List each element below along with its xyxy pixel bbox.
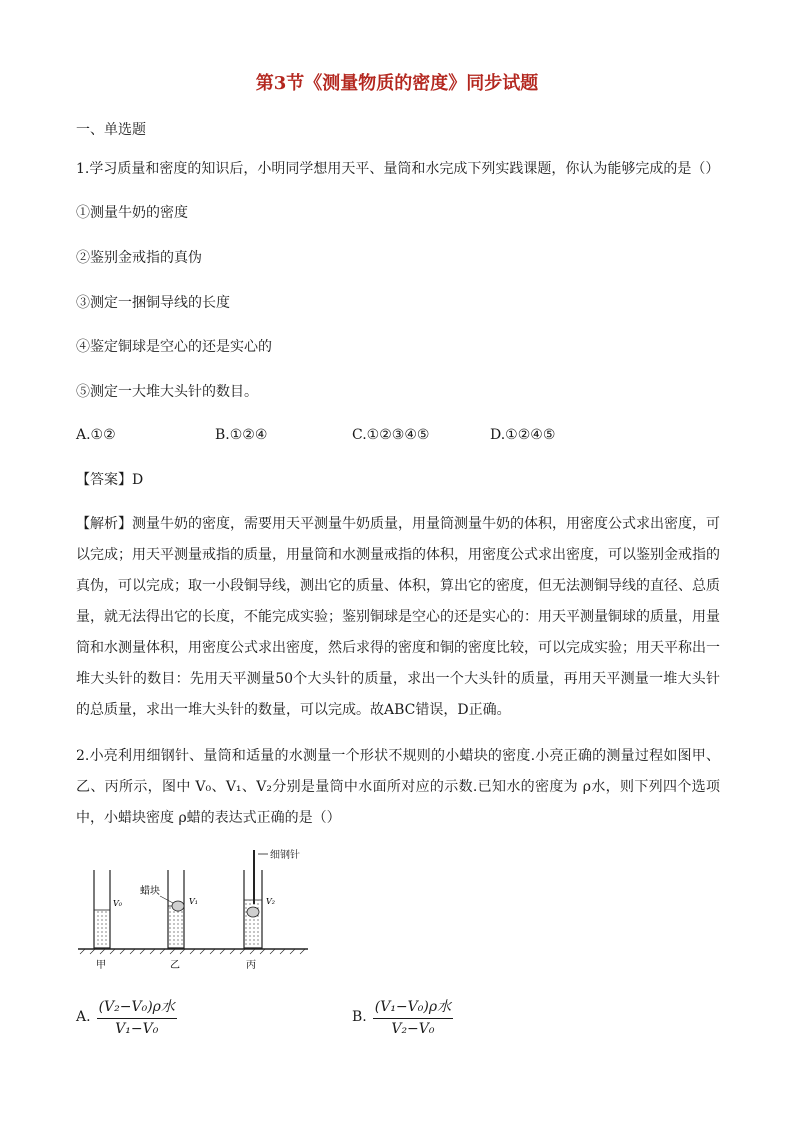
question-1-item: ⑤测定一大堆大头针的数目。 (76, 384, 258, 400)
question-2-stem: 2.小亮利用细钢针、量筒和适量的水测量一个形状不规则的小蜡块的密度.小亮正确的测量过程如图甲、乙、丙所示，图中 V₀、V₁、V₂分别是量筒中水面所对应的示数.已知水的密度为 ρ水，则下列四个选项中，小蜡块密度 ρ蜡的表达式正确的是（） (76, 748, 720, 826)
label-yi: 乙 (170, 960, 180, 971)
page-title: 第3节《测量物质的密度》同步试题 (255, 73, 539, 94)
label-bing: 丙 (246, 960, 256, 971)
question-1-item: ②鉴别金戒指的真伪 (76, 250, 202, 266)
question-1-option-a: A.①② (76, 427, 116, 443)
option-b-denominator: V₂−V₀ (391, 1021, 435, 1037)
question-1-option-c: C.①②③④⑤ (352, 427, 430, 443)
question-1-option-d: D.①②④⑤ (490, 427, 556, 443)
question-2-option-b: B. $\frac{\text{(V₁−V₀)ρ水}}{\text{V₂−V₀}}$ (352, 996, 453, 1037)
question-1-stem: 1.学习质量和密度的知识后，小明同学想用天平、量筒和水完成下列实践课题，你认为能够完成的是（） (76, 161, 720, 177)
section-heading: 一、单选题 (76, 122, 146, 138)
question-1-answer: 【答案】D (76, 472, 144, 488)
wax-block (172, 901, 184, 911)
question-1-item: ③测定一捆铜导线的长度 (76, 295, 230, 311)
v2-label: V₂ (266, 897, 275, 906)
label-jia: 甲 (96, 960, 106, 971)
option-a-numerator: (V₂−V₀)ρ水 (97, 996, 177, 1019)
graduated-cylinders-figure (76, 842, 336, 972)
wax-label: 蜡块 (140, 886, 160, 897)
needle-label: 细钢针 (270, 850, 300, 861)
option-b-numerator: (V₁−V₀)ρ水 (373, 996, 453, 1019)
question-1-item: ④鉴定铜球是空心的还是实心的 (76, 339, 272, 355)
option-a-denominator: V₁−V₀ (115, 1021, 159, 1037)
question-1-item: ①测量牛奶的密度 (76, 205, 188, 221)
question-1-option-b: B.①②④ (215, 427, 268, 443)
question-2-option-a: A. $\frac{\text{(V₂−V₀)ρ水}}{\text{V₁−V₀}}$ (76, 996, 177, 1037)
v0-label: V₀ (113, 899, 122, 908)
cylinder-yi (168, 870, 184, 948)
question-1-analysis: 【解析】测量牛奶的密度，需要用天平测量牛奶质量，用量筒测量牛奶的体积，用密度公式求出密度，可以完成；用天平测量戒指的质量，用量筒和水测量戒指的体积，用密度公式求出密度，可以鉴别金戒指的真伪，可以完成；取一小段铜导线，测出它的质量、体积，算出它的密度，但无法测铜导线的直径、总质量，就无法得出它的长度，不能完成实验；鉴别铜球是空心的还是实心的：用天平测量铜球的质量，用量筒和水测量体积，用密度公式求出密度，然后求得的密度和铜的密度比较，可以完成实验；用天平称出一堆大头针的数目：先用天平测量50个大头针的质量，求出一个大头针的质量，再用天平测量一堆大头针的总质量，求出一堆大头针的数量，可以完成。故ABC错误，D正确。 (76, 516, 720, 718)
v1-label: V₁ (189, 897, 198, 906)
cylinder-jia (94, 870, 110, 948)
